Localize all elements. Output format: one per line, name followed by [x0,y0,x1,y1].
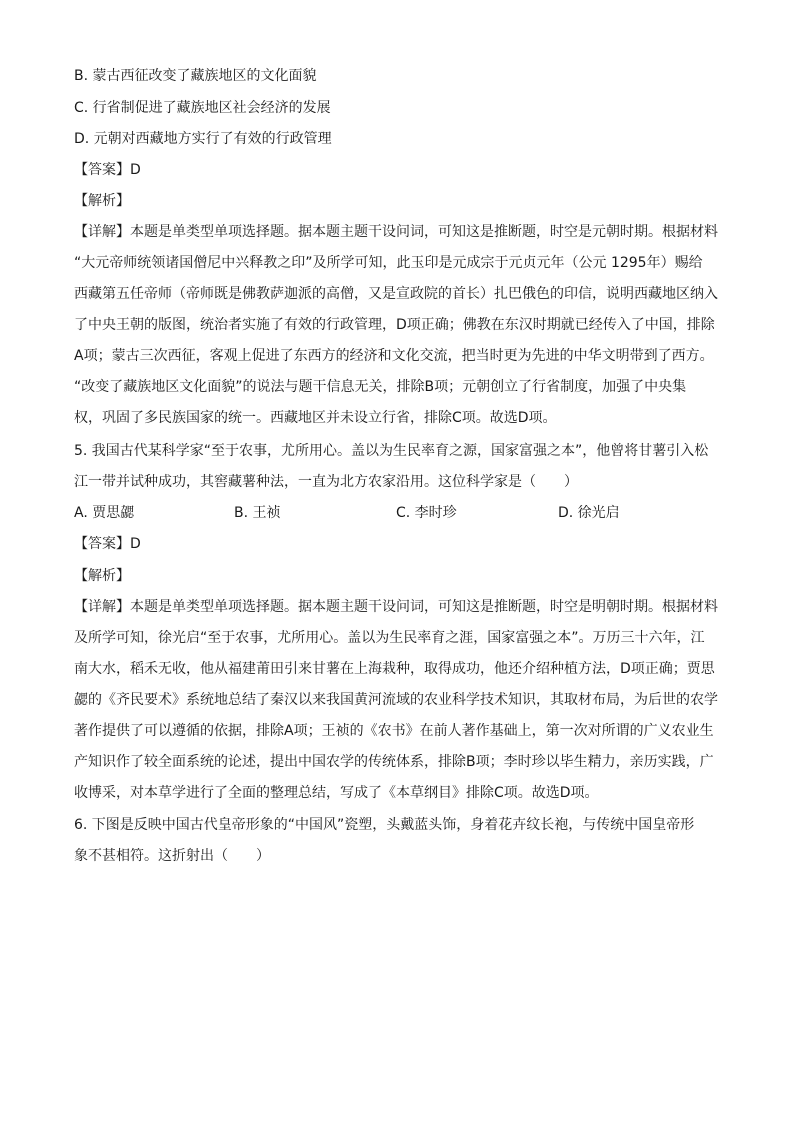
q4-option-c: C. 行省制促进了藏族地区社会经济的发展 [74,100,331,116]
q5-detail-line: 及所学可知，徐光启“至于农事，尤所用心。盖以为生民率育之涯，国家富强之本”。万历三十六年，江 [74,630,705,646]
q5-detail-line: 勰的《齐民要术》系统地总结了秦汉以来我国黄河流域的农业科学技术知识，其取材布局，为后世的农学 [74,692,718,708]
q4-detail-line: A项；蒙古三次西征，客观上促进了东西方的经济和文化交流，把当时更为先进的中华文明带到了西方。 [74,348,714,364]
q5-detail-line: 产知识作了较全面系统的论述，提出中国农学的传统体系，排除B项；李时珍以毕生精力，亲历实践，广 [74,754,714,770]
q5-option-b: B. 王祯 [234,505,281,521]
q5-answer: 【答案】D [74,536,141,552]
q4-detail-line: 西藏第五任帝师（帝师既是佛教萨迦派的高僧，又是宣政院的首长）扎巴俄色的印信，说明西藏地区纳入 [74,286,718,302]
q4-detail-line: 【详解】本题是单类型单项选择题。据本题主题干设问词，可知这是推断题，时空是元朝时期。根据材料 [74,224,718,240]
q4-answer: 【答案】D [74,162,141,178]
q4-detail-line: 权，巩固了多民族国家的统一。西藏地区并未设立行省，排除C项。故选D项。 [74,410,557,426]
q6-stem-line: 6. 下图是反映中国古代皇帝形象的“中国风”瓷塑，头戴蓝头饰，身着花卉纹长袍，与传统中国皇帝形 [74,817,695,833]
q6-stem-line: 象不甚相符。这折射出（ ） [74,848,270,864]
q5-option-a: A. 贾思勰 [74,505,135,521]
q5-detail-line: 【详解】本题是单类型单项选择题。据本题主题干设问词，可知这是推断题，时空是明朝时期。根据材料 [74,599,718,615]
q4-option-d: D. 元朝对西藏地方实行了有效的行政管理 [74,131,332,147]
q5-option-d: D. 徐光启 [558,505,620,521]
q5-option-c: C. 李时珍 [396,505,457,521]
q5-detail-line: 南大水，稻禾无收，他从福建莆田引来甘薯在上海栽种，取得成功，他还介绍种植方法，D项正确；贾思 [74,661,715,677]
q4-detail-line: 了中央王朝的版图，统治者实施了有效的行政管理，D项正确；佛教在东汉时期就已经传入了中国，排除 [74,317,715,333]
q4-detail-line: “大元帝师统领诸国僧尼中兴释教之印”及所学可知，此玉印是元成宗于元贞元年（公元 1295年）赐给 [74,255,703,271]
q5-detail-line: 著作提供了可以遵循的依据，排除A项；王祯的《农书》在前人著作基础上，第一次对所谓的广义农业生 [74,723,714,739]
q5-analysis-label: 【解析】 [74,568,130,584]
q5-stem-line: 江一带并试种成功，其窖藏薯种法，一直为北方农家沿用。这位科学家是（ ） [74,474,578,490]
q4-analysis-label: 【解析】 [74,193,130,209]
q5-detail-line: 收博采，对本草学进行了全面的整理总结，写成了《本草纲目》排除C项。故选D项。 [74,785,599,801]
q5-stem-line: 5. 我国古代某科学家“至于农事，尤所用心。盖以为生民率育之源，国家富强之本”，他曾将甘薯引入松 [74,443,709,459]
q4-detail-line: “改变了藏族地区文化面貌”的说法与题干信息无关，排除B项；元朝创立了行省制度，加强了中央集 [74,379,687,395]
q4-option-b: B. 蒙古西征改变了藏族地区的文化面貌 [74,68,317,84]
